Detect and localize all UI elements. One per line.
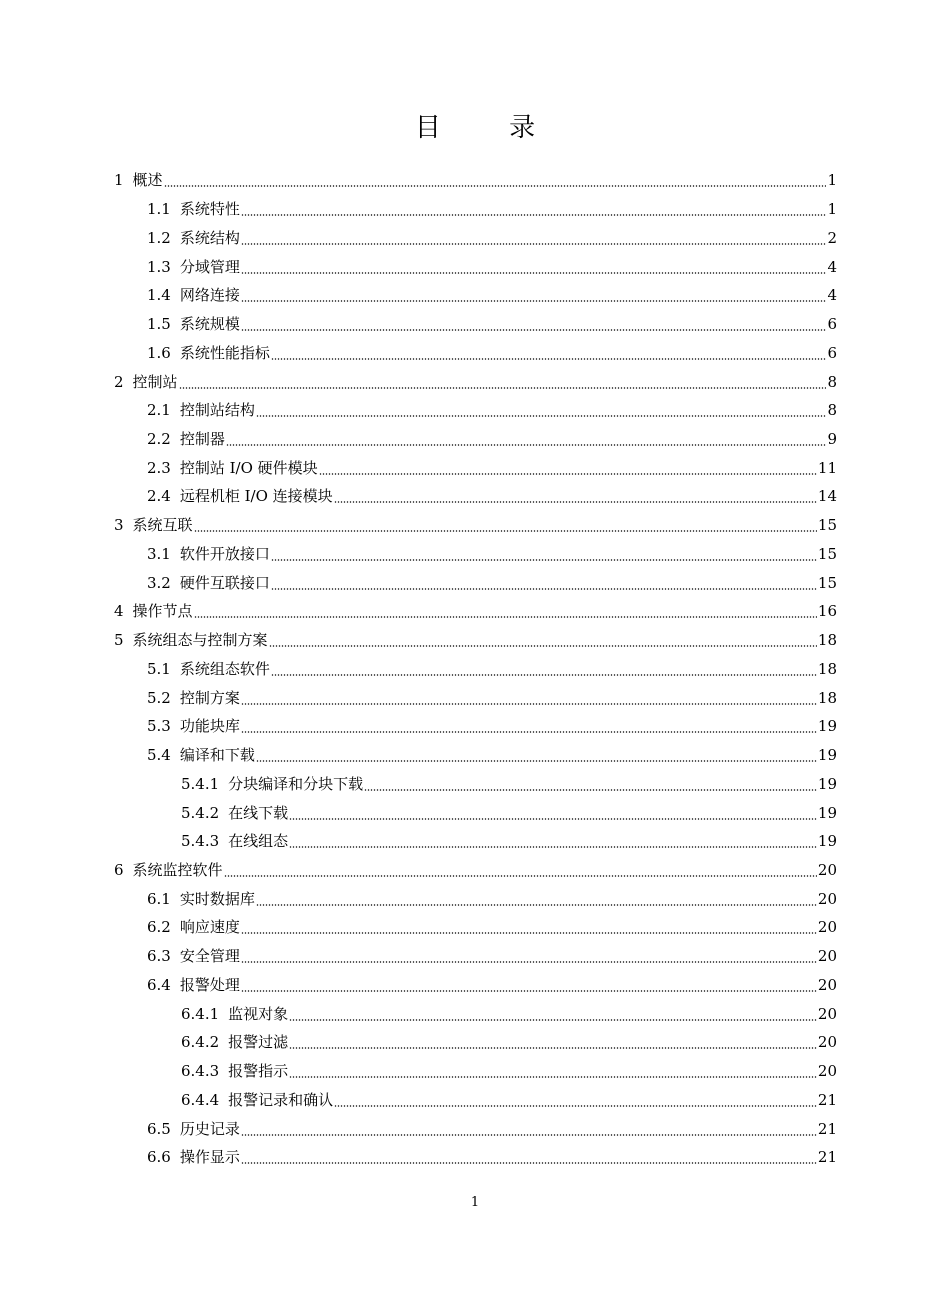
toc-entry[interactable] <box>0 1028 950 1057</box>
toc-entry[interactable] <box>0 482 950 511</box>
toc-entry-page: 20 <box>817 918 837 937</box>
toc-dot-leader <box>289 1047 817 1049</box>
toc-entry-number: 6.4.1 <box>181 1004 220 1023</box>
toc-dot-leader <box>241 243 827 245</box>
toc-entry-title: 编译和下载 <box>179 746 255 765</box>
toc-entry-page: 20 <box>817 1062 837 1081</box>
toc-entry[interactable] <box>0 1143 950 1172</box>
toc-dot-leader <box>289 846 817 848</box>
toc-dot-leader <box>241 1162 817 1164</box>
toc-entry-number: 2.1 <box>147 401 171 420</box>
toc-entry-number: 5.3 <box>147 717 171 736</box>
toc-dot-leader <box>334 501 817 503</box>
toc-entry-title: 控制站 <box>132 372 178 391</box>
toc-entry-title: 远程机柜 I/O 连接模块 <box>179 487 333 506</box>
toc-entry-page: 21 <box>817 1148 837 1167</box>
toc-entry-page: 21 <box>817 1119 837 1138</box>
toc-entry[interactable] <box>0 999 950 1028</box>
toc-dot-leader <box>224 875 817 877</box>
toc-dot-leader <box>241 990 817 992</box>
toc-entry-page: 16 <box>817 602 837 621</box>
toc-dot-leader <box>289 1076 817 1078</box>
toc-entry[interactable] <box>0 223 950 252</box>
toc-dot-leader <box>241 731 817 733</box>
toc-entry-title: 控制器 <box>179 429 225 448</box>
toc-entry-number: 6.5 <box>147 1119 171 1138</box>
toc-entry-page: 4 <box>827 257 837 276</box>
toc-entry-page: 8 <box>827 372 837 391</box>
toc-entry-page: 4 <box>827 286 837 305</box>
toc-entry[interactable] <box>0 683 950 712</box>
toc-entry[interactable] <box>0 1086 950 1115</box>
toc-entry[interactable] <box>0 425 950 454</box>
toc-dot-leader <box>241 703 817 705</box>
toc-entry-page: 1 <box>827 200 837 219</box>
toc-dot-leader <box>256 904 817 906</box>
toc-entry-page: 1 <box>827 171 837 190</box>
page-number: 1 <box>470 1195 480 1210</box>
toc-dot-leader <box>289 1019 817 1021</box>
toc-dot-leader <box>256 415 827 417</box>
toc-entry-page: 18 <box>817 631 837 650</box>
toc-entry-number: 6.6 <box>147 1148 171 1167</box>
toc-entry-title: 系统规模 <box>179 315 240 334</box>
toc-entry[interactable] <box>0 511 950 540</box>
toc-entry-page: 15 <box>817 516 837 535</box>
toc-dot-leader <box>289 818 817 820</box>
toc-entry-page: 19 <box>817 717 837 736</box>
toc-entry-number: 6.4.3 <box>181 1062 220 1081</box>
toc-entry-page: 15 <box>817 544 837 563</box>
toc-entry-page: 20 <box>817 947 837 966</box>
toc-entry[interactable] <box>0 597 950 626</box>
toc-entry-title: 系统特性 <box>179 200 240 219</box>
toc-entry-title: 系统结构 <box>179 228 240 247</box>
toc-entry[interactable] <box>0 1057 950 1086</box>
toc-dot-leader <box>269 645 817 647</box>
toc-entry-title: 操作节点 <box>132 602 193 621</box>
toc-entry-number: 4 <box>114 602 124 621</box>
toc-entry-title: 报警处理 <box>179 975 240 994</box>
toc-entry-page: 21 <box>817 1090 837 1109</box>
toc-dot-leader <box>364 789 817 791</box>
toc-entry-page: 19 <box>817 832 837 851</box>
toc-entry-page: 20 <box>817 1033 837 1052</box>
toc-dot-leader <box>226 444 827 446</box>
toc-entry-page: 6 <box>827 315 837 334</box>
toc-entry-number: 5.1 <box>147 659 171 678</box>
toc-entry-number: 2.4 <box>147 487 171 506</box>
toc-entry[interactable] <box>0 540 950 569</box>
toc-entry-number: 6.1 <box>147 889 171 908</box>
toc-entry-number: 2.2 <box>147 429 171 448</box>
toc-entry-title: 系统性能指标 <box>179 343 270 362</box>
toc-dot-leader <box>241 272 827 274</box>
toc-entry[interactable] <box>0 827 950 856</box>
toc-entry[interactable] <box>0 195 950 224</box>
toc-entry[interactable] <box>0 1114 950 1143</box>
toc-entry-page: 19 <box>817 774 837 793</box>
toc-dot-leader <box>271 559 817 561</box>
toc-entry-page: 9 <box>827 429 837 448</box>
toc-entry[interactable] <box>0 367 950 396</box>
toc-dot-leader <box>319 473 817 475</box>
toc-entry-page: 18 <box>817 659 837 678</box>
toc-entry-number: 3 <box>114 516 124 535</box>
toc-dot-leader <box>164 185 827 187</box>
toc-entry-number: 1.6 <box>147 343 171 362</box>
toc-entry-number: 2.3 <box>147 458 171 477</box>
toc-entry-number: 5.4 <box>147 746 171 765</box>
toc-dot-leader <box>271 358 827 360</box>
toc-entry-title: 功能块库 <box>179 717 240 736</box>
toc-entry[interactable] <box>0 884 950 913</box>
toc-dot-leader <box>241 300 827 302</box>
toc-entry[interactable] <box>0 942 950 971</box>
toc-entry-title: 报警记录和确认 <box>228 1090 334 1109</box>
toc-entry-title: 监视对象 <box>228 1004 289 1023</box>
table-of-contents <box>0 166 950 1172</box>
toc-entry-title: 网络连接 <box>179 286 240 305</box>
toc-entry-title: 安全管理 <box>179 947 240 966</box>
toc-entry-number: 6.4.4 <box>181 1090 220 1109</box>
toc-entry-title: 系统监控软件 <box>132 860 223 879</box>
toc-dot-leader <box>256 760 817 762</box>
toc-entry-number: 6.3 <box>147 947 171 966</box>
toc-entry[interactable] <box>0 971 950 1000</box>
toc-entry[interactable] <box>0 798 950 827</box>
toc-entry-number: 3.2 <box>147 573 171 592</box>
toc-entry-page: 15 <box>817 573 837 592</box>
toc-entry-number: 1.1 <box>147 200 171 219</box>
toc-entry[interactable] <box>0 568 950 597</box>
toc-entry-page: 20 <box>817 889 837 908</box>
toc-entry-page: 19 <box>817 803 837 822</box>
toc-entry[interactable] <box>0 712 950 741</box>
toc-entry[interactable] <box>0 166 950 195</box>
toc-dot-leader <box>241 329 827 331</box>
toc-entry-title: 响应速度 <box>179 918 240 937</box>
toc-entry-page: 8 <box>827 401 837 420</box>
toc-entry-title: 实时数据库 <box>179 889 255 908</box>
toc-entry-title: 软件开放接口 <box>179 544 270 563</box>
toc-entry[interactable] <box>0 741 950 770</box>
toc-entry-page: 14 <box>817 487 837 506</box>
toc-entry-title: 概述 <box>132 171 163 190</box>
toc-dot-leader <box>271 588 817 590</box>
toc-title: 目 录 <box>414 113 566 143</box>
toc-dot-leader <box>241 961 817 963</box>
toc-entry-number: 6.2 <box>147 918 171 937</box>
toc-entry[interactable] <box>0 281 950 310</box>
toc-entry-title: 控制站结构 <box>179 401 255 420</box>
toc-entry-number: 1.3 <box>147 257 171 276</box>
toc-entry-title: 在线下载 <box>228 803 289 822</box>
toc-entry-number: 6 <box>114 860 124 879</box>
toc-entry[interactable] <box>0 338 950 367</box>
toc-entry-title: 在线组态 <box>228 832 289 851</box>
toc-entry-title: 报警过滤 <box>228 1033 289 1052</box>
toc-entry-title: 控制方案 <box>179 688 240 707</box>
toc-entry-page: 20 <box>817 975 837 994</box>
toc-entry-number: 1.5 <box>147 315 171 334</box>
toc-entry-number: 1.4 <box>147 286 171 305</box>
toc-entry-number: 1.2 <box>147 228 171 247</box>
toc-entry-number: 1 <box>114 171 124 190</box>
toc-entry-page: 11 <box>817 458 837 477</box>
toc-entry[interactable] <box>0 913 950 942</box>
toc-entry-title: 历史记录 <box>179 1119 240 1138</box>
toc-dot-leader <box>271 674 817 676</box>
toc-entry-number: 5.4.3 <box>181 832 220 851</box>
toc-entry-page: 20 <box>817 1004 837 1023</box>
toc-entry[interactable] <box>0 626 950 655</box>
toc-entry-number: 5.4.1 <box>181 774 220 793</box>
toc-entry-title: 系统组态软件 <box>179 659 270 678</box>
toc-dot-leader <box>194 530 817 532</box>
toc-entry-title: 分域管理 <box>179 257 240 276</box>
toc-entry-number: 6.4 <box>147 975 171 994</box>
toc-entry-title: 硬件互联接口 <box>179 573 270 592</box>
toc-entry-number: 5 <box>114 631 124 650</box>
toc-entry-page: 18 <box>817 688 837 707</box>
toc-dot-leader <box>334 1105 817 1107</box>
toc-entry-page: 6 <box>827 343 837 362</box>
toc-entry-title: 系统互联 <box>132 516 193 535</box>
toc-entry-number: 6.4.2 <box>181 1033 220 1052</box>
toc-dot-leader <box>179 387 827 389</box>
toc-entry-page: 19 <box>817 746 837 765</box>
toc-entry[interactable] <box>0 654 950 683</box>
toc-dot-leader <box>194 616 817 618</box>
toc-entry-title: 控制站 I/O 硬件模块 <box>179 458 318 477</box>
toc-entry[interactable] <box>0 252 950 281</box>
toc-entry[interactable] <box>0 310 950 339</box>
toc-entry[interactable] <box>0 396 950 425</box>
toc-entry-number: 5.2 <box>147 688 171 707</box>
toc-dot-leader <box>241 214 827 216</box>
toc-entry[interactable] <box>0 453 950 482</box>
toc-entry-page: 2 <box>827 228 837 247</box>
toc-entry-title: 操作显示 <box>179 1148 240 1167</box>
toc-entry-number: 3.1 <box>147 544 171 563</box>
toc-entry-title: 系统组态与控制方案 <box>132 631 268 650</box>
toc-entry[interactable] <box>0 856 950 885</box>
toc-entry-page: 20 <box>817 860 837 879</box>
toc-entry-title: 分块编译和分块下载 <box>228 774 364 793</box>
toc-entry-number: 2 <box>114 372 124 391</box>
toc-dot-leader <box>241 1134 817 1136</box>
toc-dot-leader <box>241 932 817 934</box>
toc-entry[interactable] <box>0 769 950 798</box>
toc-entry-title: 报警指示 <box>228 1062 289 1081</box>
toc-entry-number: 5.4.2 <box>181 803 220 822</box>
